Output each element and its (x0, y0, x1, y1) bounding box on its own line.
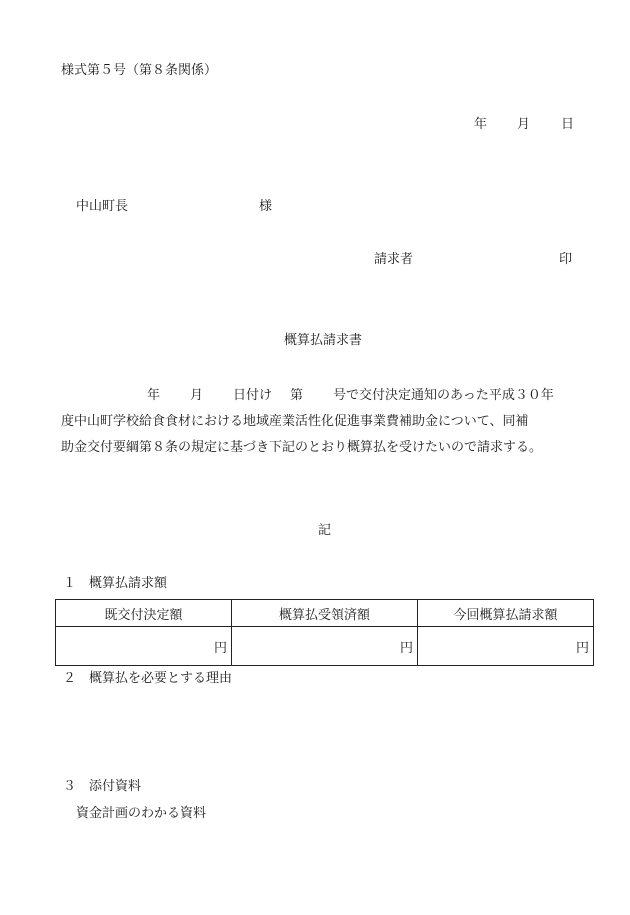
section-3-item: 資金計画のわかる資料 (76, 806, 207, 821)
body-date-suffix: 日付け (233, 388, 273, 403)
section-1-number: １ (63, 576, 77, 591)
body-line2: 度中山町学校給食食材における地域産業活性化促進事業費補助金について、同補 (61, 414, 529, 429)
section-1-label: 概算払請求額 (89, 576, 168, 591)
form-number: 様式第５号（第８条関係） (61, 63, 218, 78)
section-3-label: 添付資料 (89, 779, 142, 794)
header-cell-requested: 今回概算払請求額 (418, 600, 594, 627)
body-line3: 助金交付要綱第８条の規定に基づき下記のとおり概算払を受けたいので請求する。 (61, 440, 543, 455)
requester-seal: 印 (559, 252, 573, 267)
section-2-number: ２ (63, 671, 77, 686)
ki-heading: 記 (318, 523, 332, 538)
section-3-number: ３ (63, 779, 77, 794)
requester-label: 請求者 (374, 252, 414, 267)
body-month: 月 (190, 388, 204, 403)
body-year: 年 (147, 388, 161, 403)
value-cell-requested: 円 (418, 627, 594, 666)
date-day: 日 (561, 117, 575, 132)
header-cell-granted: 既交付決定額 (56, 600, 232, 627)
value-cell-granted: 円 (56, 627, 232, 666)
addressee-name: 中山町長 (76, 199, 129, 214)
addressee-suffix: 様 (259, 199, 273, 214)
date-month: 月 (517, 117, 531, 132)
amounts-table (55, 599, 594, 666)
value-cell-received: 円 (232, 627, 418, 666)
body-number-prefix: 第 (290, 388, 304, 403)
date-year: 年 (474, 117, 488, 132)
table-header-row (56, 600, 594, 627)
table-value-row (56, 627, 594, 666)
document-title: 概算払請求書 (284, 333, 363, 348)
body-line1-rest: 号で交付決定通知のあった平成３０年 (333, 388, 554, 403)
section-2-label: 概算払を必要とする理由 (89, 671, 233, 686)
header-cell-received: 概算払受領済額 (232, 600, 418, 627)
